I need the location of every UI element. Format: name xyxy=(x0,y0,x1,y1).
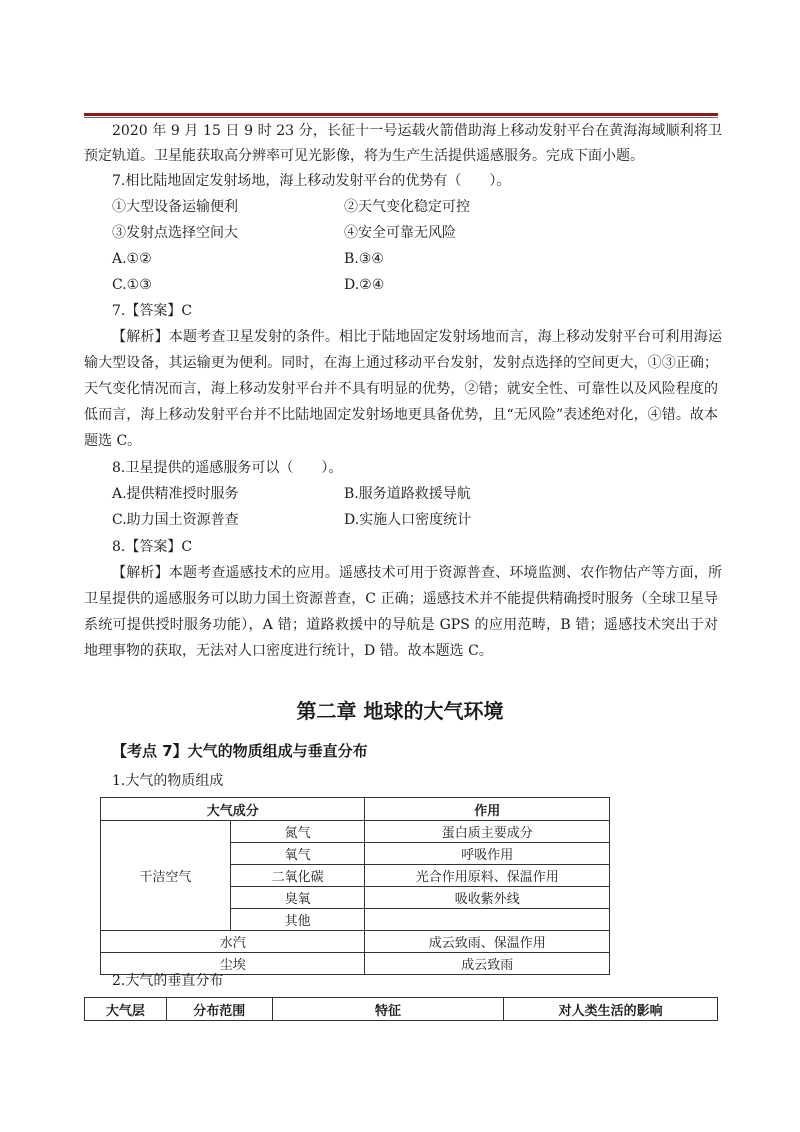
q8-stem: 8.卫星提供的遥感服务可以（ ）。 xyxy=(112,460,343,476)
q8-option-c: C.助力国土资源普查 xyxy=(112,512,239,528)
header-features: 特征 xyxy=(272,998,504,1021)
component-name: 尘埃 xyxy=(101,953,365,975)
vertical-distribution-table xyxy=(84,997,718,1021)
table-row xyxy=(101,821,610,843)
header-range: 分布范围 xyxy=(166,998,272,1021)
intro-line-1: 2020 年 9 月 15 日 9 时 23 分，长征十一号运载火箭借助海上移动发射平台在黄海海域顺利将卫 xyxy=(112,123,722,139)
gas-function: 蛋白质主要成分 xyxy=(365,821,610,843)
q8-analysis-4: 地理事物的获取，无法对人口密度进行统计，D 错。故本题选 C。 xyxy=(84,643,493,659)
q8-analysis-3: 系统可提供授时服务功能），A 错；道路救援中的导航是 GPS 的应用范畴，B 错；遥感技术突出于对 xyxy=(84,617,718,633)
gas-name: 二氧化碳 xyxy=(230,865,365,887)
q8-option-d: D.实施人口密度统计 xyxy=(344,512,472,528)
gas-name: 臭氧 xyxy=(230,887,365,909)
header-rule xyxy=(84,113,718,116)
q7-item-1: ①大型设备运输便利 xyxy=(112,199,238,215)
gas-name: 其他 xyxy=(230,909,365,931)
header-impact: 对人类生活的影响 xyxy=(504,998,718,1021)
intro-line-2: 预定轨道。卫星能获取高分辨率可见光影像，将为生产生活提供遥感服务。完成下面小题。 xyxy=(84,148,644,164)
section-title: 【考点 7】大气的物质组成与垂直分布 xyxy=(112,742,368,760)
gas-function: 吸收紫外线 xyxy=(365,887,610,909)
component-function: 成云致雨、保温作用 xyxy=(365,931,610,953)
gas-function: 光合作用原料、保温作用 xyxy=(365,865,610,887)
gas-name: 氮气 xyxy=(230,821,365,843)
q8-option-b: B.服务道路救援导航 xyxy=(344,486,471,502)
q8-option-a: A.提供精准授时服务 xyxy=(112,486,239,502)
subsection-1-title: 1.大气的物质组成 xyxy=(112,773,224,789)
q8-answer: 8.【答案】C xyxy=(112,539,193,555)
table-header-row xyxy=(85,998,718,1021)
component-name: 水汽 xyxy=(101,931,365,953)
chapter-title: 第二章 地球的大气环境 xyxy=(296,699,504,723)
q7-item-4: ④安全可靠无风险 xyxy=(344,225,456,241)
composition-table xyxy=(100,797,610,975)
q7-analysis-3: 天气变化情况而言，海上移动发射平台并不具有明显的优势，②错；就安全性、可靠性以及风险程度的 xyxy=(84,381,718,397)
q7-answer: 7.【答案】C xyxy=(112,303,193,319)
header-rule-thin xyxy=(84,117,718,118)
subsection-2-title: 2.大气的垂直分布 xyxy=(112,973,224,989)
q8-analysis-2: 卫星提供的遥感服务可以助力国土资源普查，C 正确；遥感技术并不能提供精确授时服务（全球卫星导 xyxy=(84,591,718,607)
table-row xyxy=(101,931,610,953)
q7-analysis-1: 【解析】本题考查卫星发射的条件。相比于陆地固定发射场地而言，海上移动发射平台可利用海运 xyxy=(112,329,722,345)
gas-function xyxy=(365,909,610,931)
header-layer: 大气层 xyxy=(85,998,167,1021)
q7-item-2: ②天气变化稳定可控 xyxy=(344,199,470,215)
q7-option-c: C.①③ xyxy=(112,277,152,293)
q7-stem: 7.相比陆地固定发射场地，海上移动发射平台的优势有（ ）。 xyxy=(112,173,511,189)
q7-analysis-5: 题选 C。 xyxy=(84,433,142,449)
component-function: 成云致雨 xyxy=(365,953,610,975)
gas-name: 氧气 xyxy=(230,843,365,865)
header-component: 大气成分 xyxy=(101,798,365,821)
q7-item-3: ③发射点选择空间大 xyxy=(112,225,238,241)
table-header-row xyxy=(101,798,610,821)
q7-option-d: D.②④ xyxy=(344,277,385,293)
gas-function: 呼吸作用 xyxy=(365,843,610,865)
q7-option-a: A.①② xyxy=(112,251,152,267)
q7-option-b: B.③④ xyxy=(344,251,384,267)
q8-analysis-1: 【解析】本题考查遥感技术的应用。遥感技术可用于资源普查、环境监测、农作物估产等方面，所 xyxy=(112,565,722,581)
dry-air-label: 干洁空气 xyxy=(101,821,231,931)
q7-analysis-2: 输大型设备，其运输更为便利。同时，在海上通过移动平台发射，发射点选择的空间更大，①③正确； xyxy=(84,355,718,371)
q7-analysis-4: 低而言，海上移动发射平台并不比陆地固定发射场地更具备优势，且“无风险”表述绝对化，④错。故本 xyxy=(84,407,718,423)
header-function: 作用 xyxy=(365,798,610,821)
